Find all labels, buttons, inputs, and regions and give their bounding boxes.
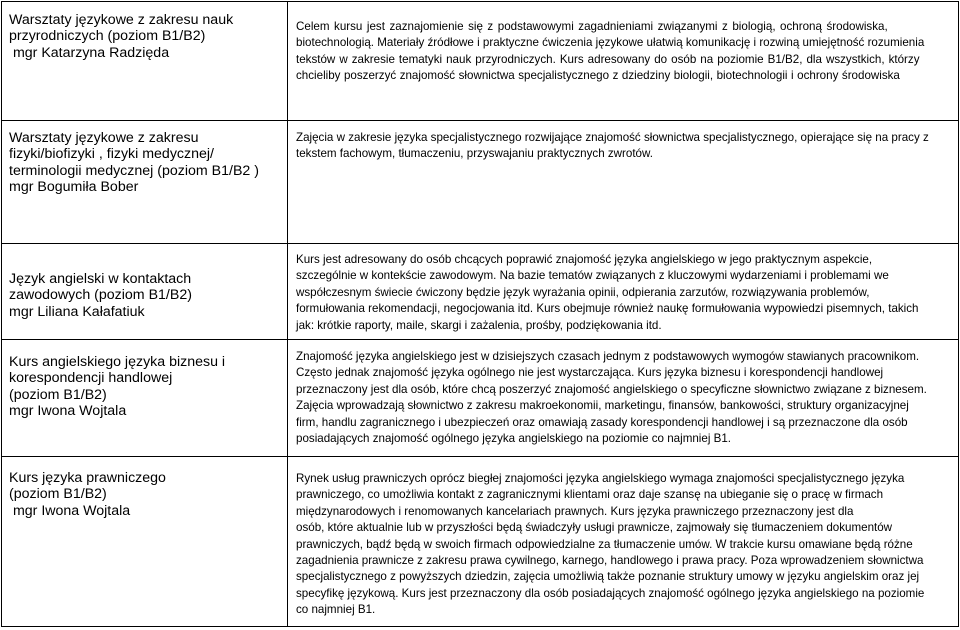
course-description-line: współczesnym świecie ćwiczony będzie język wyrażania opinii, odpierania zarzutów, rozwiązywania problemów, (296, 285, 870, 299)
course-title-line: (poziom B1/B2) (9, 486, 107, 503)
course-title-line: fizyki/biofizyki , fizyki medycznej/ (9, 146, 214, 163)
course-row-5 (2, 457, 959, 627)
course-description-cell (288, 2, 959, 121)
course-table (1, 1, 959, 627)
course-title-line: Kurs angielskiego języka biznesu i (9, 354, 226, 370)
course-title-line: terminologii medycznej (poziom B1/B2 ) (9, 162, 259, 179)
course-description-cell (288, 121, 959, 244)
course-description-line: Kurs jest adresowany do osób chcących poprawić znajomość języka angielskiego w jego praktycznym aspekcie, (296, 253, 873, 266)
course-description-line: międzynarodowych i renomowanych kancelariach prawnych. Kurs języka prawniczego przeznaczony jest dla (296, 504, 854, 518)
course-description-line: jak: krótkie raporty, maile, skargi i zażalenia, prośby, podziękowania itd. (296, 318, 662, 332)
course-description-line: osób, które aktualnie lub w przyszłości będą świadczyły usługi prawnicze, zajmowały się tłumaczeniem dokumentów (296, 521, 893, 535)
course-teacher: mgr Iwona Wojtala (9, 502, 131, 519)
course-description-line: Celem kursu jest zaznajomienie się z podstawowymi zagadnieniami związanymi z biologią, ochroną środowiska, (296, 20, 888, 33)
course-description-line: posiadających znajomość ogólnego języka angielskiego na poziomie co najmniej B1. (296, 432, 732, 446)
course-description-line: Zajęcia wprowadzają słownictwo z zakresu makroekonomii, marketingu, finansów, bankowości, struktury organizacyjnej (296, 399, 909, 413)
course-row-1 (2, 2, 959, 121)
course-title-cell (2, 340, 288, 457)
course-description-line: Często jednak znajomość języka ogólnego nie jest wystarczająca. Kurs języka biznesu i korespondencji handlowej (296, 366, 884, 380)
course-description-line: prawniczego, co umożliwia kontakt z zagranicznymi klientami oraz daje szansę na ubieganie się o pracę w firmach (296, 488, 884, 502)
course-description-line: zagadnienia prawnicze z zakresu prawa cywilnego, karnego, handlowego i prawa pracy. Poza wprowadzeniem słownictwa (296, 554, 924, 568)
course-title-line: Język angielski w kontaktach (9, 271, 192, 287)
course-description-line: formułowania rekomendacji, negocjowania itd. Kurs obejmuje również naukę formułowania wypowiedzi pisemnych, takich (296, 302, 919, 316)
course-description-line: Rynek usług prawniczych oprócz biegłej znajomości języka angielskiego wymaga znajomości specjalistycznego języka (296, 472, 905, 485)
course-title-line: Warsztaty językowe z zakresu nauk (9, 12, 234, 28)
course-title-cell (2, 121, 288, 244)
course-description-line: Znajomość języka angielskiego jest w dzisiejszych czasach jednym z podstawowych wymogów stawianych pracownikom. (296, 350, 920, 363)
course-teacher: mgr Katarzyna Radzięda (9, 44, 170, 61)
course-description-line: co najmniej B1. (296, 603, 376, 617)
course-description-line: tekstów w zakresie tematyki nauk przyrodniczych. Kurs adresowany do osób na poziomie B1/B2, dla wszystkich, którzy (296, 52, 920, 66)
course-description-line: chcieliby poszerzyć znajomość słownictwa specjalistycznego z dziedziny biologii, biotechnologii i ochrony środowiska (296, 69, 900, 83)
course-teacher: mgr Bogumiła Bober (9, 179, 139, 196)
course-title-cell (2, 2, 288, 121)
course-description-line: szczególnie w kontekście zawodowym. Na bazie tematów związanych z kluczowymi wydarzeniami i problemami we (296, 269, 889, 283)
course-description-line: Zajęcia w zakresie języka specjalistycznego rozwijające znajomość słownictwa specjalistycznego, opierające się na pracy z (296, 131, 929, 144)
course-title-line: korespondencji handlowej (9, 370, 173, 387)
course-description-line: firm, handlu zagranicznego i ubezpieczeń oraz omawiają zasady korespondencji handlowej i są przeznaczone dla osób (296, 415, 908, 429)
course-description-line: przeznaczony jest dla osób, które chcą poszerzyć znajomość angielskiego o specyficzne słownictwo związane z biznesem. (296, 382, 927, 396)
course-row-4 (2, 340, 959, 457)
course-title-cell (2, 457, 288, 627)
course-description-line: specjalistycznego z powyższych dziedzin, zajęcia umożliwią także poznanie struktury umowy w języku angielskim oraz jej (296, 570, 920, 584)
course-description-line: prawniczych, bądź będą w swoich firmach odpowiedzialne za tłumaczenie umów. W trakcie kursu omawiane będą różne (296, 537, 913, 551)
course-title-line: zawodowych (poziom B1/B2) (9, 287, 192, 304)
course-title-line: (poziom B1/B2) (9, 386, 107, 403)
course-description-cell (288, 244, 959, 340)
course-description-cell (288, 340, 959, 457)
course-title-cell (2, 244, 288, 340)
course-description-line: specyfikę językową. Kurs jest przeznaczony dla osób posiadających znajomość ogólnego języka angielskiego na poziomie (296, 586, 925, 600)
course-title-line: Warsztaty językowe z zakresu (9, 130, 199, 146)
course-row-3 (2, 244, 959, 340)
course-row-2 (2, 121, 959, 244)
course-teacher: mgr Iwona Wojtala (9, 403, 127, 420)
course-title-line: przyrodniczych (poziom B1/B2) (9, 28, 206, 45)
course-description-line: biotechnologią. Materiały źródłowe i praktyczne ćwiczenia językowe ułatwią komunikację i rozwiną umiejętność rozumienia (296, 36, 925, 50)
course-teacher: mgr Liliana Kałafatiuk (9, 303, 145, 320)
course-description-cell (288, 457, 959, 627)
course-title-line: Kurs języka prawniczego (9, 470, 166, 486)
course-description-line: tekstem fachowym, tłumaczeniu, przyswajaniu praktycznych zwrotów. (296, 147, 653, 161)
